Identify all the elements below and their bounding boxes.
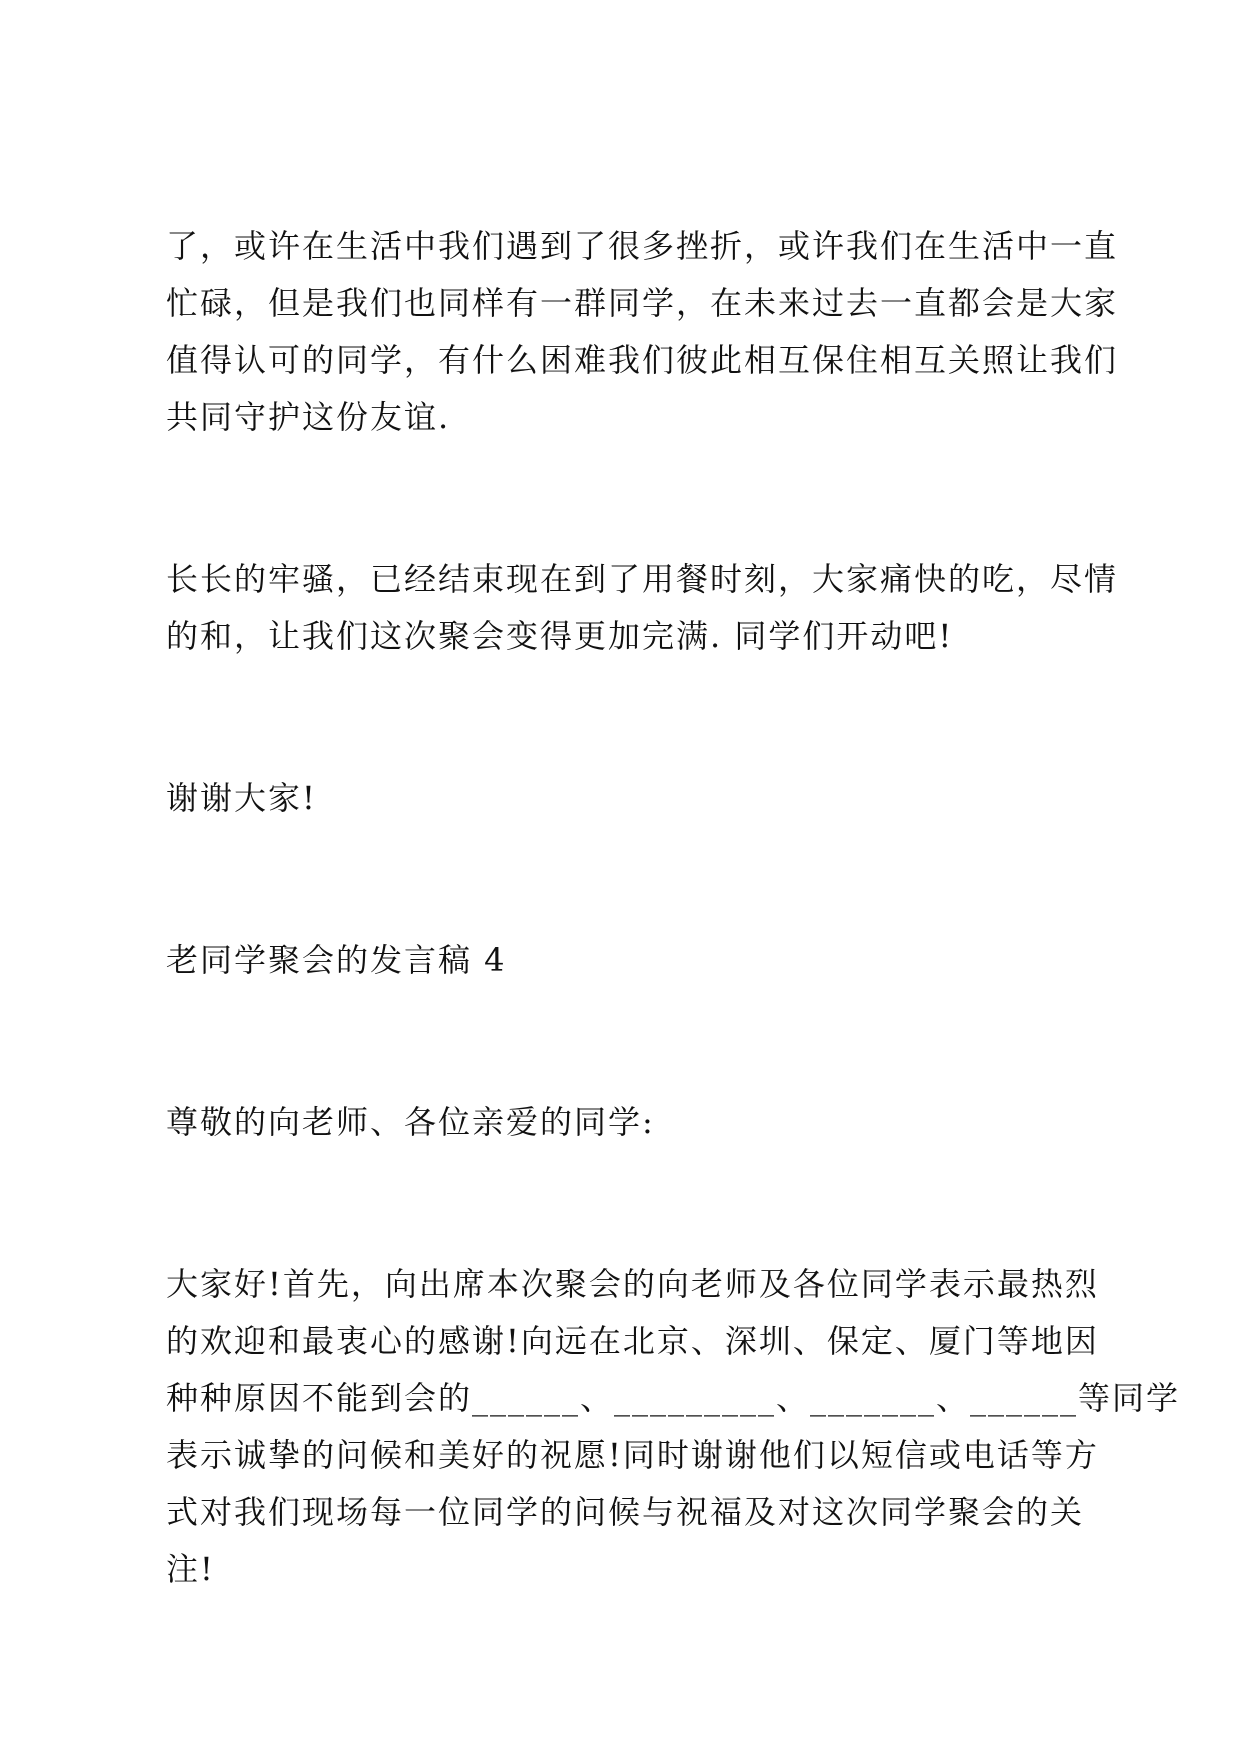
text-line: 长长的牢骚，已经结束现在到了用餐时刻，大家痛快的吃，尽情 [166, 560, 1119, 598]
text-line: 的和，让我们这次聚会变得更加完满. 同学们开动吧! [166, 617, 954, 655]
text-line: 表示诚挚的问候和美好的祝愿!同时谢谢他们以短信或电话等方 [166, 1436, 1099, 1474]
paragraph-gap [166, 446, 1101, 551]
text-line: 的欢迎和最衷心的感谢!向远在北京、深圳、保定、厦门等地因 [166, 1322, 1099, 1360]
document-body [166, 218, 1181, 1598]
text-line: 忙碌，但是我们也同样有一群同学，在未来过去一直都会是大家 [166, 284, 1119, 322]
text-line: 了，或许在生活中我们遇到了很多挫折，或许我们在生活中一直 [166, 227, 1119, 265]
text-line: 谢谢大家! [166, 779, 317, 817]
paragraph-thanks [166, 770, 1101, 827]
text-line: 式对我们现场每一位同学的问候与祝福及对这次同学聚会的关 [166, 1493, 1085, 1531]
paragraph-gap [166, 1151, 1101, 1256]
text-line: 注! [166, 1550, 215, 1588]
paragraph-gap [166, 827, 1101, 932]
paragraph-gap [166, 989, 1101, 1094]
paragraph-friendship [166, 218, 1119, 446]
heading-line: 老同学聚会的发言稿 4 [166, 941, 507, 979]
text-line: 尊敬的向老师、各位亲爱的同学: [166, 1103, 655, 1141]
paragraph-meal [166, 551, 1119, 665]
text-line: 大家好!首先，向出席本次聚会的向老师及各位同学表示最热烈 [166, 1265, 1099, 1303]
paragraph-greeting [166, 1256, 1181, 1598]
paragraph-gap [166, 665, 1101, 770]
text-line: 种种原因不能到会的______、_________、_______、______等同学 [166, 1379, 1181, 1417]
salutation [166, 1094, 1101, 1151]
text-line: 值得认可的同学，有什么困难我们彼此相互保住相互关照让我们 [166, 341, 1119, 379]
text-line: 共同守护这份友谊. [166, 398, 451, 436]
section-heading [166, 932, 1101, 989]
